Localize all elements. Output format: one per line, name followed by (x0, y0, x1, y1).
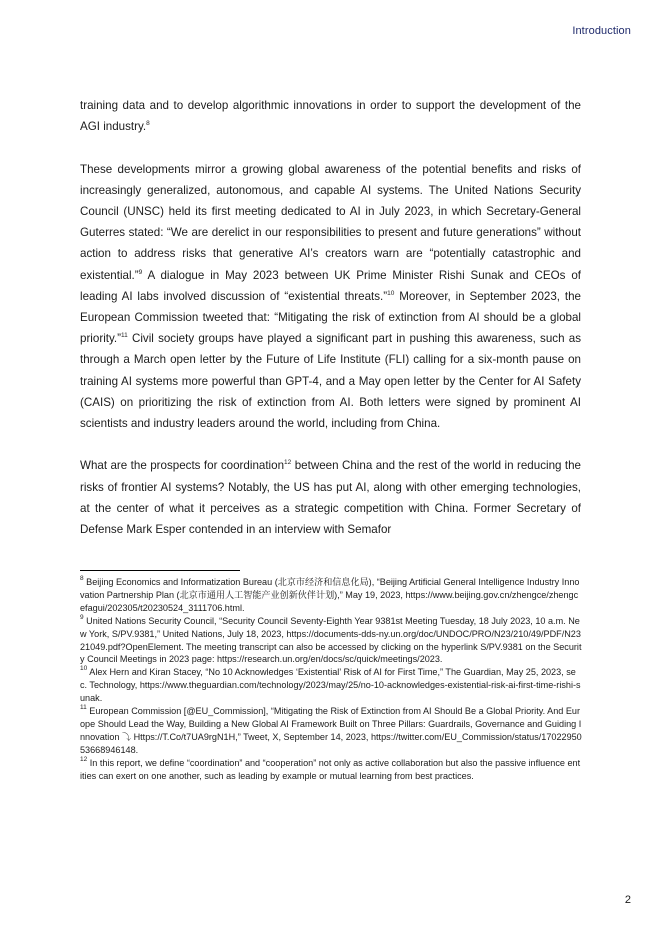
footnotes (80, 576, 582, 783)
footnote-number: 11 (80, 704, 87, 712)
footnote-number: 10 (80, 665, 88, 673)
page-number: 2 (624, 894, 631, 906)
footnote-text: European Commission [@EU_Commission], “Mitigating the Risk of Extinction from AI Should Be a Global Priority. And Europe Should Lead the Way, Building a New Global AI Framework Built on Three Pillars: Guardrails, Governance and Guiding Innovation ⤵ Https://T.Co/t7UA9rgN1H,” Tweet, X, September 14, 2023, https://twitter.com/EU_Commission/status/1702295053668946148. (80, 706, 582, 755)
footnote-10 (80, 666, 582, 705)
footnote-text: United Nations Security Council, “Security Council Seventy-Eighth Year 9381st Meeting Tuesday, 18 July 2023, 10 a.m. New York, S/PV.9381,” United Nations, July 18, 2023, https://documents-dds-ny.un.org/doc/UNDOC/PRO/N23/210/49/PDF/N2321049.pdf?OpenElement. The meeting transcript can also be accessed by clicking on the hyperlink S/PV.9381 on the Security Council Meetings in 2023 page: https://research.un.org/en/docs/sc/quick/meetings/2023. (80, 615, 582, 665)
footnote-text: Beijing Economics and Informatization Bureau (北京市经济和信息化局), “Beijing Artificial General Intelligence Industry Innovation Partnership Plan (北京市通用人工智能产业创新伙伴计划),” May 19, 2023, https://www.beijing.gov.cn/zhengce/zhengcefagui/202305/t20230524_3111706.html. (80, 577, 580, 613)
paragraph-2-part-c: Moreover, in September 2023, the European Commission tweeted that: “Mitigating the risk of extinction from AI should be a global priority.” (80, 289, 581, 346)
paragraph-2 (80, 159, 581, 435)
paragraph-3-part-b: between China and the rest of the world in reducing the risks of frontier AI systems? Notably, the US has put AI, along with other emerging technologies, at the center of what it perceives as a strategic competition with China. Former Secretary of Defense Mark Esper contended in an interview with Semafor (80, 459, 582, 537)
footnote-text: Alex Hern and Kiran Stacey, “No 10 Acknowledges ‘Existential’ Risk of AI for First Time,” The Guardian, May 25, 2023, sec. Technology, https://www.theguardian.com/technology/2023/may/25/no-10-acknowledges-existential-risk-ai-first-time-rishi-sunak. (80, 667, 581, 704)
paragraph-3-part-a: What are the prospects for coordination (80, 459, 285, 473)
paragraph-3 (80, 455, 581, 540)
running-header: Introduction (572, 25, 631, 37)
footnote-ref-12[interactable]: 12 (284, 459, 292, 467)
footnote-ref-10[interactable]: 10 (387, 289, 395, 297)
footnote-11 (80, 705, 582, 757)
paragraph-2-part-b: A dialogue in May 2023 between UK Prime Minister Rishi Sunak and CEOs of leading AI labs involved discussion of “existential threats.” (80, 268, 581, 303)
footnote-divider (80, 570, 240, 571)
footnote-ref-9[interactable]: 9 (138, 268, 143, 276)
paragraph-1 (80, 95, 581, 137)
footnote-ref-11[interactable]: 11 (121, 332, 128, 340)
footnote-ref-8[interactable]: 8 (146, 120, 150, 128)
footnote-number: 9 (80, 613, 84, 621)
paragraph-2-part-a: These developments mirror a growing global awareness of the potential benefits and risks of increasingly generalized, autonomous, and capable AI systems. The United Nations Security Council (UNSC) held its first meeting dedicated to AI in July 2023, in which Secretary-General Guterres stated: “We are derelict in our responsibilities to present and future generations” without action to address risks that generative AI’s creators warn are “potentially catastrophic and existential.” (80, 162, 581, 282)
footnote-text: In this report, we define “coordination” and “cooperation” not only as active collaboration but also the passive influence entities can exert on one another, such as leading by example or mutual learning from best practices. (80, 757, 581, 781)
main-text (80, 95, 581, 561)
footnote-number: 12 (80, 755, 88, 763)
footnote-9 (80, 615, 582, 667)
footnote-number: 8 (80, 575, 84, 582)
paragraph-2-part-d: Civil society groups have played a significant part in pushing this awareness, such as through a March open letter by the Future of Life Institute (FLI) calling for a six-month pause on training AI systems more powerful than GPT-4, and a May open letter by the Center for AI Safety (CAIS) on prioritizing the risk of extinction from AI. Both letters were signed by prominent AI scientists and industry leaders around the world, including from China. (80, 332, 581, 431)
footnote-8 (80, 576, 582, 615)
paragraph-1-text: training data and to develop algorithmic innovations in order to support the development of the AGI industry. (80, 99, 581, 134)
footnote-12 (80, 757, 582, 783)
